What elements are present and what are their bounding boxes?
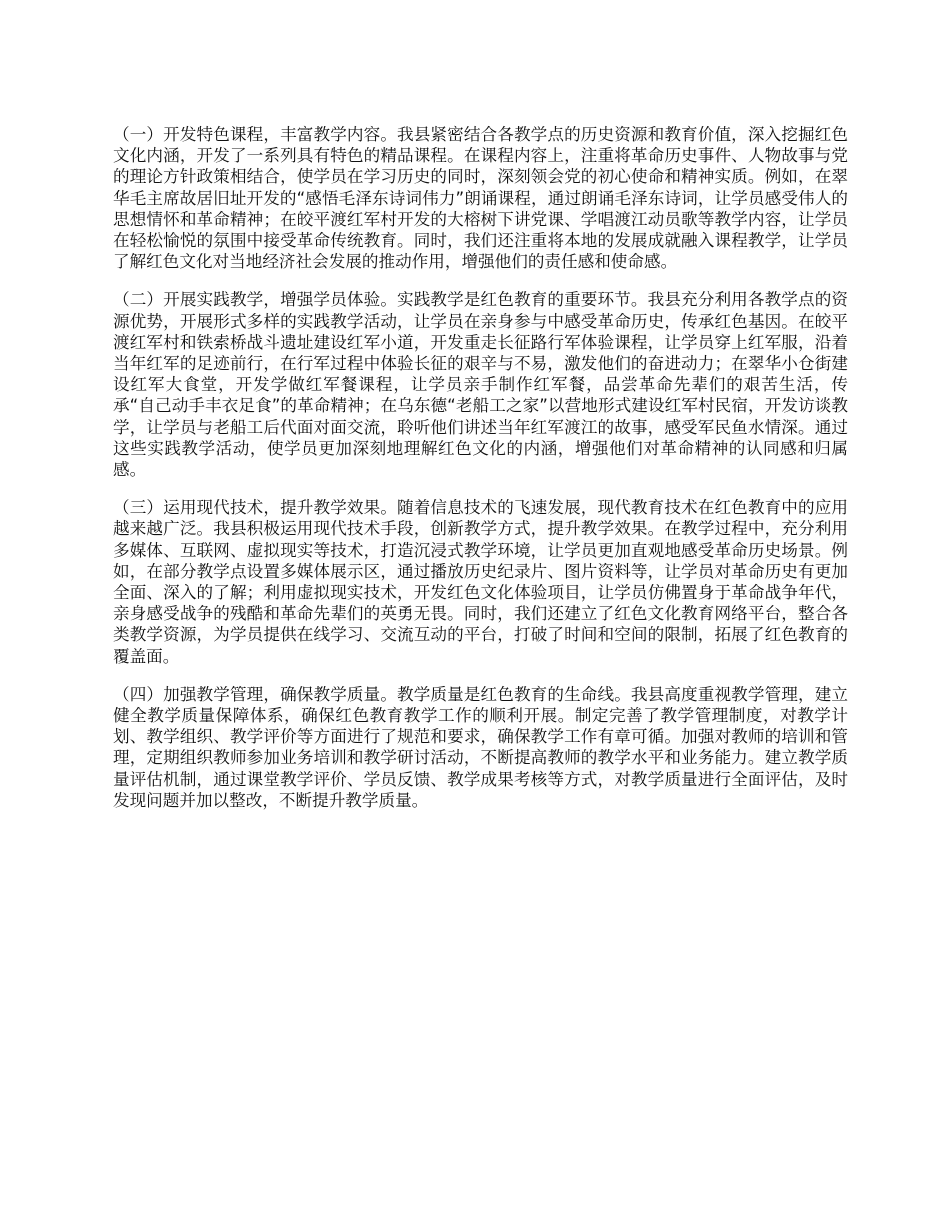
paragraph-modern-technology: （三）运用现代技术，提升教学效果。随着信息技术的飞速发展，现代教育技术在红色教育中的应用越来越广泛。我县积极运用现代技术手段，创新教学方式，提升教学效果。在教学过程中，充分利用多媒体、互联网、虚拟现实等技术，打造沉浸式教学环境，让学员更加直观地感受革命历史场景。例如，在部分教学点设置多媒体展示区，通过播放历史纪录片、图片资料等，让学员对革命历史有更加全面、深入的了解；利用虚拟现实技术，开发红色文化体验项目，让学员仿佛置身于革命战争年代，亲身感受战争的残酷和革命先辈们的英勇无畏。同时，我们还建立了红色文化教育网络平台，整合各类教学资源，为学员提供在线学习、交流互动的平台，打破了时间和空间的限制，拓展了红色教育的覆盖面。 <box>113 498 848 666</box>
paragraph-practice-teaching: （二）开展实践教学，增强学员体验。实践教学是红色教育的重要环节。我县充分利用各教学点的资源优势，开展形式多样的实践教学活动，让学员在亲身参与中感受革命历史，传承红色基因。在皎平渡红军村和铁索桥战斗遗址建设红军小道，开发重走长征路行军体验课程，让学员穿上红军服，沿着当年红军的足迹前行，在行军过程中体验长征的艰辛与不易，激发他们的奋进动力；在翠华小仓街建设红军大食堂，开发学做红军餐课程，让学员亲手制作红军餐，品尝革命先辈们的艰苦生活，传承“自己动手丰衣足食”的革命精神；在乌东德“老船工之家”以营地形式建设红军村民宿，开发访谈教学，让学员与老船工后代面对面交流，聆听他们讲述当年红军渡江的故事，感受军民鱼水情深。通过这些实践教学活动，使学员更加深刻地理解红色文化的内涵，增强他们对革命精神的认同感和归属感。 <box>113 290 848 480</box>
paragraph-develop-courses: （一）开发特色课程，丰富教学内容。我县紧密结合各教学点的历史资源和教育价值，深入挖掘红色文化内涵，开发了一系列具有特色的精品课程。在课程内容上，注重将革命历史事件、人物故事与党的理论方针政策相结合，使学员在学习历史的同时，深刻领会党的初心使命和精神实质。例如，在翠华毛主席故居旧址开发的“感悟毛泽东诗词伟力”朗诵课程，通过朗诵毛泽东诗词，让学员感受伟人的思想情怀和革命精神；在皎平渡红军村开发的大榕树下讲党课、学唱渡江动员歌等教学内容，让学员在轻松愉悦的氛围中接受革命传统教育。同时，我们还注重将本地的发展成就融入课程教学，让学员了解红色文化对当地经济社会发展的推动作用，增强他们的责任感和使命感。 <box>113 125 848 272</box>
document-body <box>113 124 848 828</box>
paragraph-teaching-management: （四）加强教学管理，确保教学质量。教学质量是红色教育的生命线。我县高度重视教学管理，建立健全教学质量保障体系，确保红色教育教学工作的顺利开展。制定完善了教学管理制度，对教学计划、教学组织、教学评价等方面进行了规范和要求，确保教学工作有章可循。加强对教师的培训和管理，定期组织教师参加业务培训和教学研讨活动，不断提高教师的教学水平和业务能力。建立教学质量评估机制，通过课堂教学评价、学员反馈、教学成果考核等方式，对教学质量进行全面评估，及时发现问题并加以整改，不断提升教学质量。 <box>113 684 848 810</box>
